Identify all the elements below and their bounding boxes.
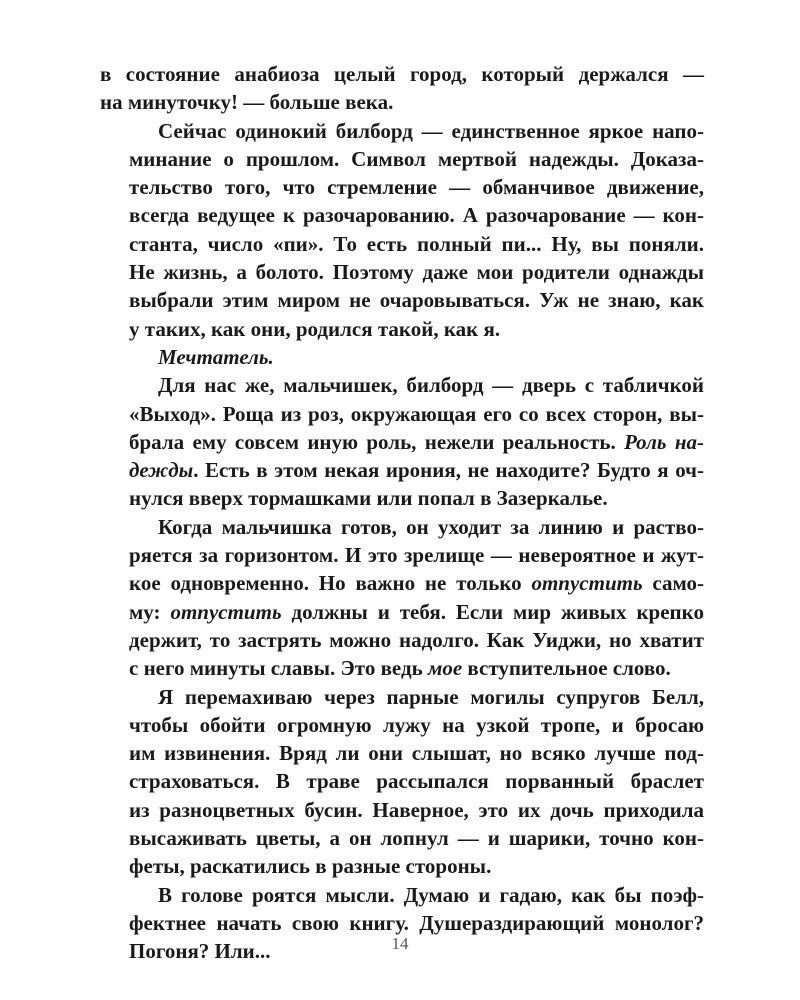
text-line: Погоня? Или... — [129, 939, 271, 964]
paragraph — [100, 683, 704, 881]
book-page-text — [100, 60, 704, 966]
italic-emphasis: Роль на- — [624, 429, 704, 454]
italic-emphasis: мое — [427, 656, 463, 681]
italic-emphasis: дежды — [129, 458, 194, 483]
text-line: брала ему совсем иную роль, нежели реальность. Роль на- — [129, 429, 704, 454]
text-line: чтобы обойти огромную лужу на узкой тропе, и бросаю — [129, 712, 704, 737]
text-line — [100, 343, 704, 371]
paragraph — [100, 513, 704, 683]
text-line: Для нас же, мальчишек, билборд — дверь с табличкой — [158, 373, 704, 398]
italic-emphasis: отпустить — [531, 571, 643, 596]
text-line: ряется за горизонтом. И это зрелище — невероятное и жут- — [129, 543, 704, 568]
text-line: станта, число «пи». То есть полный пи... Ну, вы поняли. — [129, 231, 704, 256]
text-line: Сейчас одинокий билборд — единственное яркое напо- — [158, 118, 704, 143]
text-line: Когда мальчишка готов, он уходит за линию и раство- — [158, 514, 704, 539]
paragraph — [100, 60, 704, 117]
text-line: с него минуты славы. Это ведь мое вступительное слово. — [129, 656, 671, 681]
text-line: фектнее начать свою книгу. Душераздирающий монолог? — [129, 910, 704, 935]
text-line: тельство того, что стремление — обманчивое движение, — [129, 175, 704, 200]
italic-emphasis: отпустить — [170, 599, 282, 624]
paragraph — [100, 343, 704, 371]
text-line: дежды. Есть в этом некая ирония, не находите? Будто я оч- — [129, 458, 704, 483]
paragraph — [100, 371, 704, 512]
text-line: высаживать цветы, а он лопнул — и шарики, точно кон- — [129, 826, 704, 851]
text-line: нулся вверх тормашками или попал в Зазеркалье. — [129, 486, 608, 511]
text-line: из разноцветных бусин. Наверное, это их дочь приходила — [129, 797, 704, 822]
text-line: держит, то застрять можно надолго. Как Уиджи, но хватит — [129, 627, 704, 652]
text-line: страховаться. В траве рассыпался порванный браслет — [129, 769, 704, 794]
text-line: Не жизнь, а болото. Поэтому даже мои родители однажды — [129, 260, 704, 285]
text-line: феты, раскатились в разные стороны. — [129, 854, 492, 879]
text-line: кое одновременно. Но важно не только отпустить само- — [129, 571, 704, 596]
text-line: Я перемахиваю через парные могилы супругов Белл, — [158, 684, 704, 709]
paragraph — [100, 117, 704, 343]
text-line: им извинения. Вряд ли они слышат, но всяко лучше под- — [129, 741, 704, 766]
page-number: 14 — [391, 934, 409, 953]
text-line: выбрали этим миром не очаровываться. Уж не знаю, как — [129, 288, 704, 313]
text-line: всегда ведущее к разочарованию. А разочарование — кон- — [129, 203, 704, 228]
text-line: минание о прошлом. Символ мертвой надежды. Доказа- — [129, 146, 704, 171]
text-line: на минуточку! — больше века. — [100, 90, 394, 115]
text-line: «Выход». Роща из роз, окружающая его со всех сторон, вы- — [129, 401, 704, 426]
text-line: му: отпустить должны и тебя. Если мир живых крепко — [129, 599, 704, 624]
text-line: в состояние анабиоза целый город, который держался — — [100, 62, 704, 86]
text-line: В голове роятся мысли. Думаю и гадаю, как бы поэф- — [158, 882, 704, 907]
text-line: у таких, как они, родился такой, как я. — [129, 316, 501, 341]
italic-emphasis: Мечтатель. — [158, 344, 274, 369]
